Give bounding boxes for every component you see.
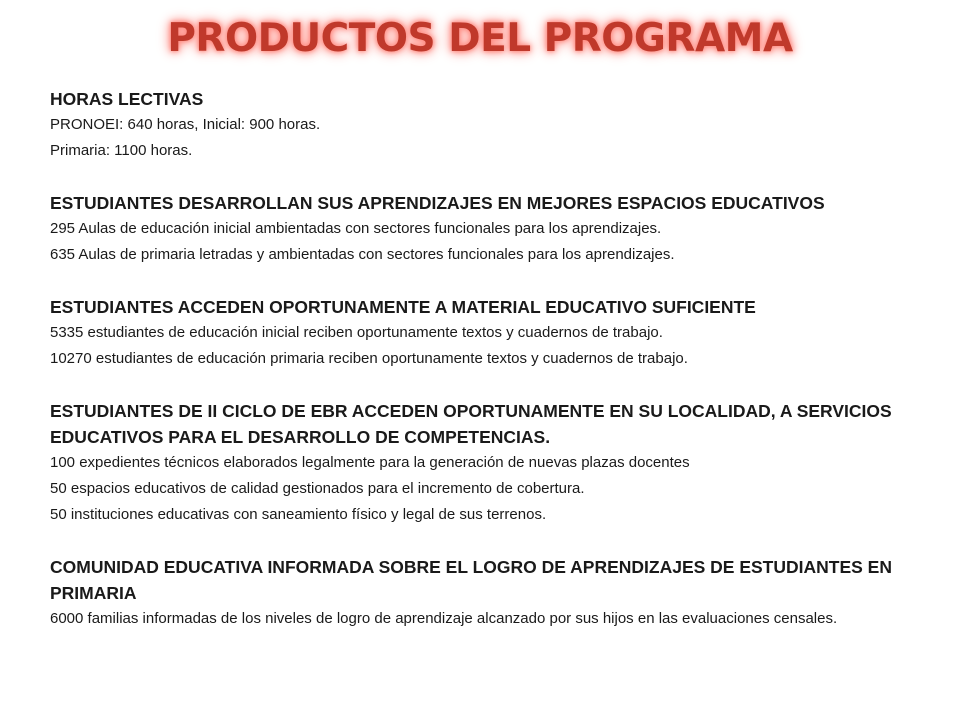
section-line: 50 instituciones educativas con saneamiento físico y legal de sus terrenos. (50, 506, 547, 523)
section-heading: COMUNIDAD EDUCATIVA INFORMADA SOBRE EL LOGRO DE APRENDIZAJES DE ESTUDIANTES EN PRIMARIA (50, 557, 892, 603)
section-heading: HORAS LECTIVAS (50, 89, 204, 109)
section-line: 635 Aulas de primaria letradas y ambientadas con sectores funcionales para los aprendizajes. (50, 246, 675, 263)
section-line: 10270 estudiantes de educación primaria reciben oportunamente textos y cuadernos de trabajo. (50, 350, 688, 367)
section-horas-lectivas (50, 86, 930, 164)
section-heading: ESTUDIANTES DE II CICLO DE EBR ACCEDEN OPORTUNAMENTE EN SU LOCALIDAD, A SERVICIOS EDUCATIVOS PARA EL DESARROLLO DE COMPETENCIAS. (50, 401, 892, 447)
section-espacios-educativos (50, 190, 930, 268)
section-ii-ciclo-ebr (50, 398, 930, 528)
section-line: 295 Aulas de educación inicial ambientadas con sectores funcionales para los aprendizajes. (50, 220, 662, 237)
slide-title: PRODUCTOS DEL PROGRAMA (167, 16, 793, 61)
section-line: 6000 familias informadas de los niveles de logro de aprendizaje alcanzado por sus hijos en las evaluaciones censales. (50, 610, 838, 627)
section-line: 5335 estudiantes de educación inicial reciben oportunamente textos y cuadernos de trabajo. (50, 324, 663, 341)
section-line: PRONOEI: 640 horas, Inicial: 900 horas. (50, 116, 321, 133)
section-heading: ESTUDIANTES DESARROLLAN SUS APRENDIZAJES EN MEJORES ESPACIOS EDUCATIVOS (50, 193, 825, 213)
section-line: 50 espacios educativos de calidad gestionados para el incremento de cobertura. (50, 480, 585, 497)
section-line: 100 expedientes técnicos elaborados legalmente para la generación de nuevas plazas docentes (50, 454, 690, 471)
slide-content (50, 86, 930, 658)
section-comunidad-educativa (50, 554, 930, 632)
section-material-educativo (50, 294, 930, 372)
section-line: Primaria: 1100 horas. (50, 142, 193, 159)
section-heading: ESTUDIANTES ACCEDEN OPORTUNAMENTE A MATERIAL EDUCATIVO SUFICIENTE (50, 297, 756, 317)
